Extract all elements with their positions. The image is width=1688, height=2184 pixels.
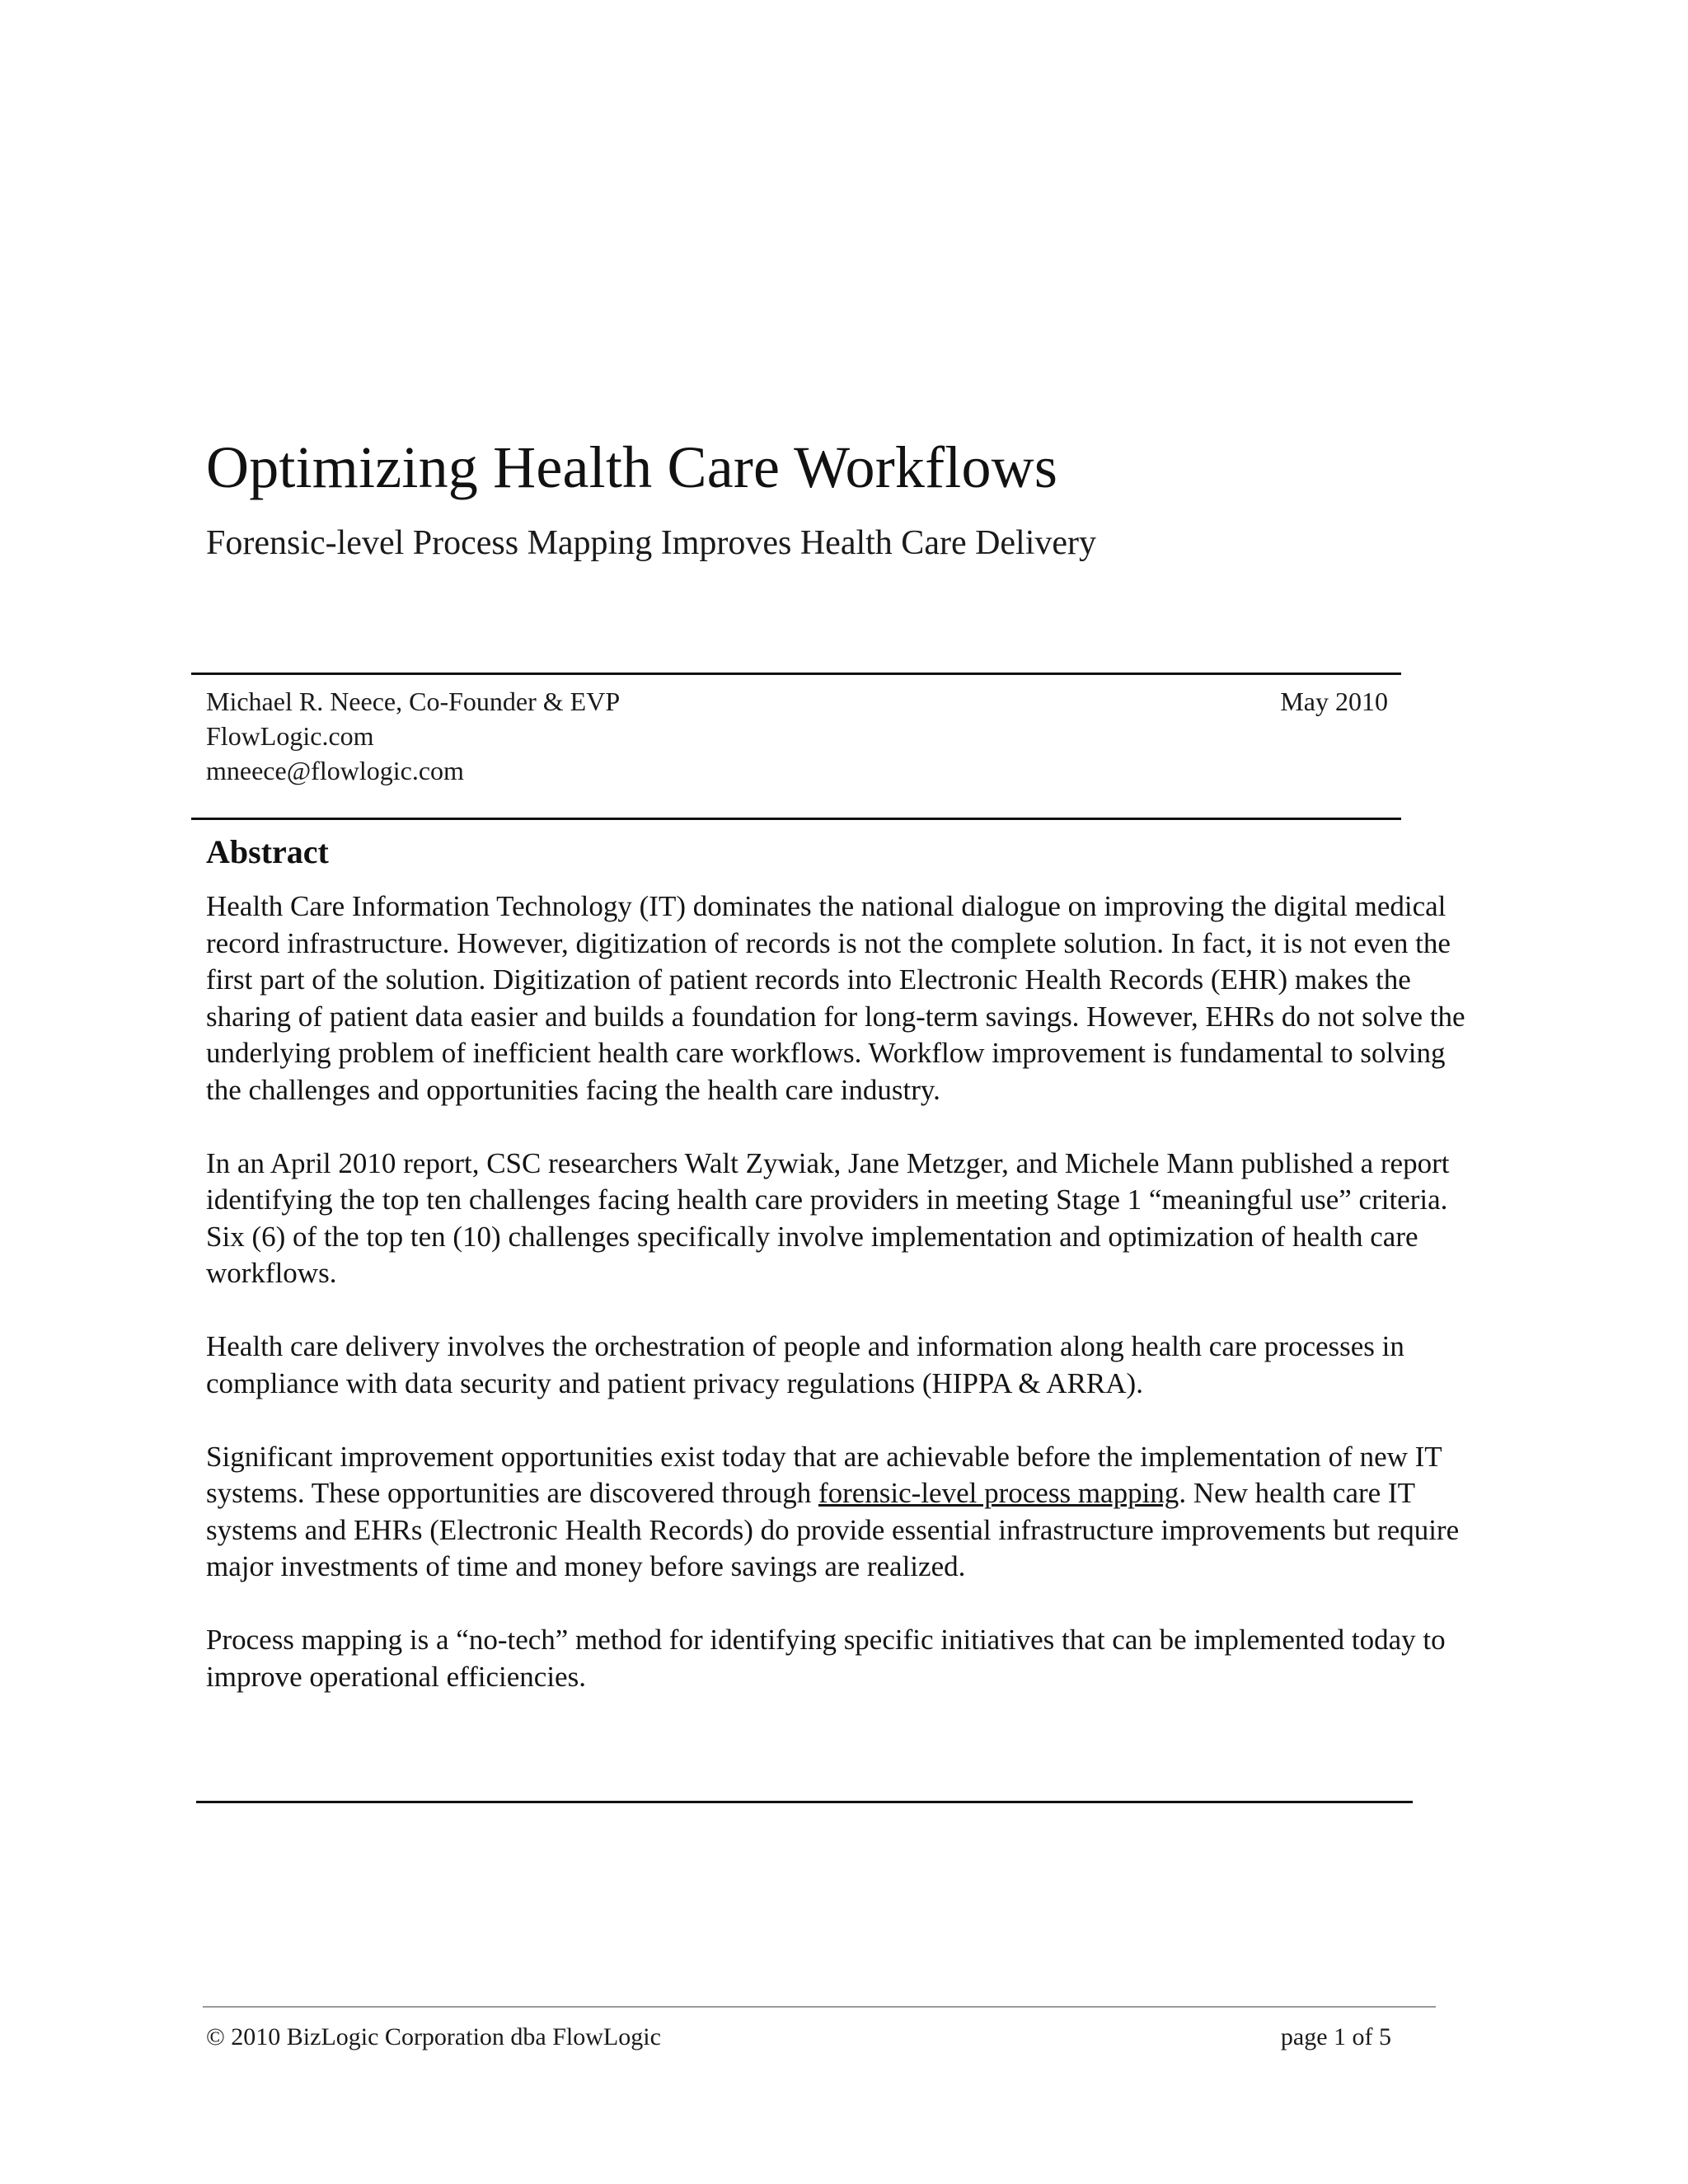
author-block xyxy=(206,684,620,788)
abstract-heading: Abstract xyxy=(206,833,329,870)
abstract-paragraph-5: Process mapping is a “no-tech” method for identifying specific initiatives that can be implemented today to improve operational efficiencies. xyxy=(206,1624,1446,1693)
abstract-paragraph-4-start: Significant improvement opportunities exist today that are achievable before the implementation of new IT systems. These opportunities are discovered through xyxy=(206,1440,1442,1509)
footer-divider xyxy=(203,2006,1436,2008)
document-subtitle: Forensic-level Process Mapping Improves Health Care Delivery xyxy=(206,524,1097,562)
abstract-paragraph-4 xyxy=(206,1439,1475,1586)
author-email: mneece@flowlogic.com xyxy=(206,756,464,785)
footer-page-number: page 1 of 5 xyxy=(1280,2023,1391,2050)
abstract-paragraph-4-end: . New health care IT systems and EHRs (Electronic Health Records) do provide essential infrastructure improvements but require major investments of time and money before savings are realized. xyxy=(206,1477,1460,1582)
process-mapping-link[interactable]: forensic-level process mapping xyxy=(818,1477,1179,1509)
abstract-paragraph-1: Health Care Information Technology (IT) dominates the national dialogue on improving the digital medical record infrastructure. However, digitization of records is not the complete solution. In fact, it is not even the first part of the solution. Digitization of patient records into Electronic Health Records (EHR) makes the sharing of patient data easier and builds a foundation for long-term savings. However, EHRs do not solve the underlying problem of inefficient health care workflows. Workflow improvement is fundamental to solving the challenges and opportunities facing the health care industry. xyxy=(206,890,1465,1106)
publication-date: May 2010 xyxy=(1280,687,1388,716)
divider-bottom xyxy=(196,1801,1413,1803)
document-title: Optimizing Health Care Workflows xyxy=(206,434,1058,500)
author-company: FlowLogic.com xyxy=(206,721,374,751)
abstract-paragraph-3: Health care delivery involves the orchestration of people and information along health care processes in compliance with data security and patient privacy regulations (HIPPA & ARRA). xyxy=(206,1330,1404,1399)
abstract-body xyxy=(206,888,1475,1695)
divider-top xyxy=(191,673,1401,675)
author-name-role: Michael R. Neece, Co-Founder & EVP xyxy=(206,687,621,716)
abstract-paragraph-2: In an April 2010 report, CSC researchers Walt Zywiak, Jane Metzger, and Michele Mann published a report identifying the top ten challenges facing health care providers in meeting Stage 1 “meaningful use” criteria. Six (6) of the top ten (10) challenges specifically involve implementation and optimization of health care workflows. xyxy=(206,1146,1450,1289)
footer-copyright: © 2010 BizLogic Corporation dba FlowLogic xyxy=(206,2023,661,2050)
divider-middle xyxy=(191,818,1401,820)
